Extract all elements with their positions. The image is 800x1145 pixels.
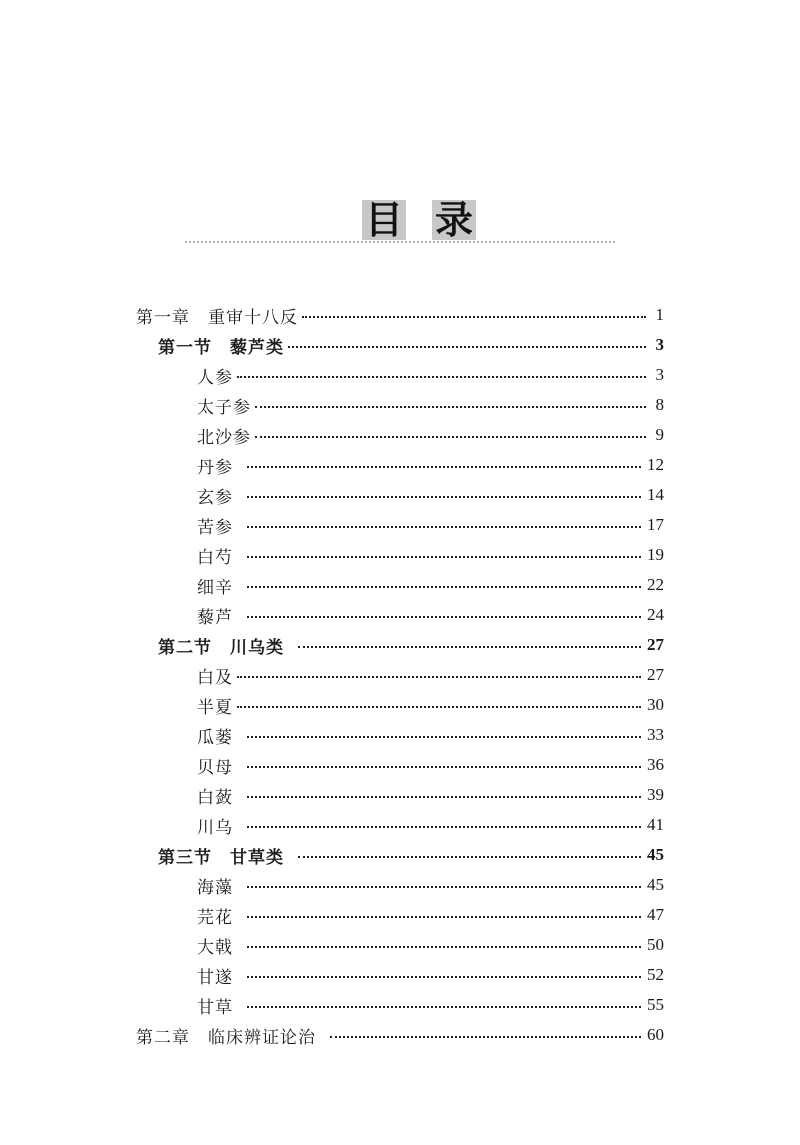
leader-dots (247, 976, 641, 978)
leader-dots (247, 886, 641, 888)
toc-entry-item[interactable] (197, 600, 664, 630)
toc-entry-label: 人参 (197, 367, 233, 388)
toc-entry-item[interactable] (197, 690, 664, 720)
toc-entry-section-1[interactable] (158, 330, 664, 360)
toc-entry-page: 19 (647, 545, 664, 564)
toc-entry-item[interactable] (197, 420, 664, 450)
toc-entry-label: 太子参 (197, 397, 251, 418)
leader-dots (247, 946, 641, 948)
toc-entry-page: 24 (647, 605, 664, 624)
toc-entry-page: 41 (647, 815, 664, 834)
toc-entry-item[interactable] (197, 870, 664, 900)
leader-dots (247, 586, 641, 588)
title-dotted-rule (185, 241, 615, 243)
toc-entry-page: 12 (647, 455, 664, 474)
leader-dots (255, 406, 646, 408)
toc-entry-page: 45 (647, 875, 664, 894)
toc-entry-item[interactable] (197, 750, 664, 780)
toc-entry-item[interactable] (197, 540, 664, 570)
toc-entry-label: 海藻 (197, 877, 233, 898)
toc-entry-item[interactable] (197, 930, 664, 960)
toc-entry-section-2[interactable] (158, 630, 664, 660)
toc-entry-item[interactable] (197, 780, 664, 810)
toc-entry-page: 3 (655, 335, 664, 354)
leader-dots (237, 706, 641, 708)
toc-entry-item[interactable] (197, 660, 664, 690)
leader-dots (302, 316, 646, 318)
leader-dots (298, 646, 641, 648)
title-char-2-box (432, 197, 476, 242)
toc-entry-page: 60 (647, 1025, 664, 1044)
leader-dots (247, 496, 641, 498)
toc-entry-label: 甘遂 (197, 967, 233, 988)
leader-dots (247, 736, 641, 738)
toc-entry-label: 藜芦 (197, 607, 233, 628)
title-char-1-box (362, 197, 406, 242)
toc-entry-label: 芫花 (197, 907, 233, 928)
toc-entry-page: 33 (647, 725, 664, 744)
toc-entry-page: 36 (647, 755, 664, 774)
toc-entry-item[interactable] (197, 960, 664, 990)
leader-dots (247, 766, 641, 768)
toc-entry-item[interactable] (197, 810, 664, 840)
toc-entry-page: 52 (647, 965, 664, 984)
leader-dots (247, 1006, 641, 1008)
toc-entry-label: 细辛 (197, 577, 233, 598)
leader-dots (237, 376, 646, 378)
leader-dots (255, 436, 646, 438)
toc-entry-label: 瓜蒌 (197, 727, 233, 748)
leader-dots (247, 556, 641, 558)
toc-entry-page: 55 (647, 995, 664, 1014)
toc-entry-page: 30 (647, 695, 664, 714)
leader-dots (330, 1036, 641, 1038)
toc-entry-page: 1 (655, 305, 664, 324)
toc-entry-item[interactable] (197, 900, 664, 930)
toc-entry-label: 丹参 (197, 457, 233, 478)
toc-entry-item[interactable] (197, 510, 664, 540)
toc-entry-chapter-1[interactable] (136, 300, 664, 330)
toc-entry-page: 39 (647, 785, 664, 804)
page-title (0, 196, 800, 246)
toc-entry-label: 第二节 川乌类 (158, 637, 284, 658)
leader-dots (288, 346, 646, 348)
toc-entry-page: 45 (647, 845, 664, 864)
toc-entry-label: 甘草 (197, 997, 233, 1018)
toc-entry-page: 27 (647, 635, 664, 654)
toc-entry-label: 第一节 藜芦类 (158, 337, 284, 358)
toc-entry-label: 白蔹 (197, 787, 233, 808)
toc-entry-page: 22 (647, 575, 664, 594)
title-char-1: 目 (364, 197, 403, 242)
toc-entry-chapter-2[interactable] (136, 1020, 664, 1050)
toc-entry-label: 玄参 (197, 487, 233, 508)
leader-dots (247, 466, 641, 468)
toc-entry-item[interactable] (197, 570, 664, 600)
leader-dots (247, 826, 641, 828)
toc-entry-label: 第三节 甘草类 (158, 847, 284, 868)
toc-entry-item[interactable] (197, 390, 664, 420)
toc-entry-label: 大戟 (197, 937, 233, 958)
leader-dots (247, 616, 641, 618)
toc-entry-page: 8 (655, 395, 664, 414)
toc-entry-page: 3 (655, 365, 664, 384)
toc-entry-label: 第二章 临床辨证论治 (136, 1027, 316, 1048)
toc-entry-label: 贝母 (197, 757, 233, 778)
toc-entry-item[interactable] (197, 450, 664, 480)
leader-dots (237, 676, 641, 678)
toc-entry-label: 川乌 (197, 817, 233, 838)
toc-entry-label: 白芍 (197, 547, 233, 568)
toc-entry-page: 9 (655, 425, 664, 444)
toc-entry-page: 50 (647, 935, 664, 954)
leader-dots (247, 916, 641, 918)
toc-entry-item[interactable] (197, 360, 664, 390)
toc-entry-label: 白及 (197, 667, 233, 688)
toc-entry-page: 27 (647, 665, 664, 684)
toc-entry-label: 北沙参 (197, 427, 251, 448)
toc-entry-section-3[interactable] (158, 840, 664, 870)
toc-entry-item[interactable] (197, 480, 664, 510)
leader-dots (247, 526, 641, 528)
toc-entry-item[interactable] (197, 720, 664, 750)
leader-dots (247, 796, 641, 798)
title-char-2: 录 (434, 197, 473, 242)
toc-entry-label: 第一章 重审十八反 (136, 307, 298, 328)
toc-entry-page: 14 (647, 485, 664, 504)
toc-entry-item[interactable] (197, 990, 664, 1020)
leader-dots (298, 856, 641, 858)
toc-entry-label: 半夏 (197, 697, 233, 718)
toc-entry-page: 17 (647, 515, 664, 534)
toc-entry-label: 苦参 (197, 517, 233, 538)
toc-entry-page: 47 (647, 905, 664, 924)
